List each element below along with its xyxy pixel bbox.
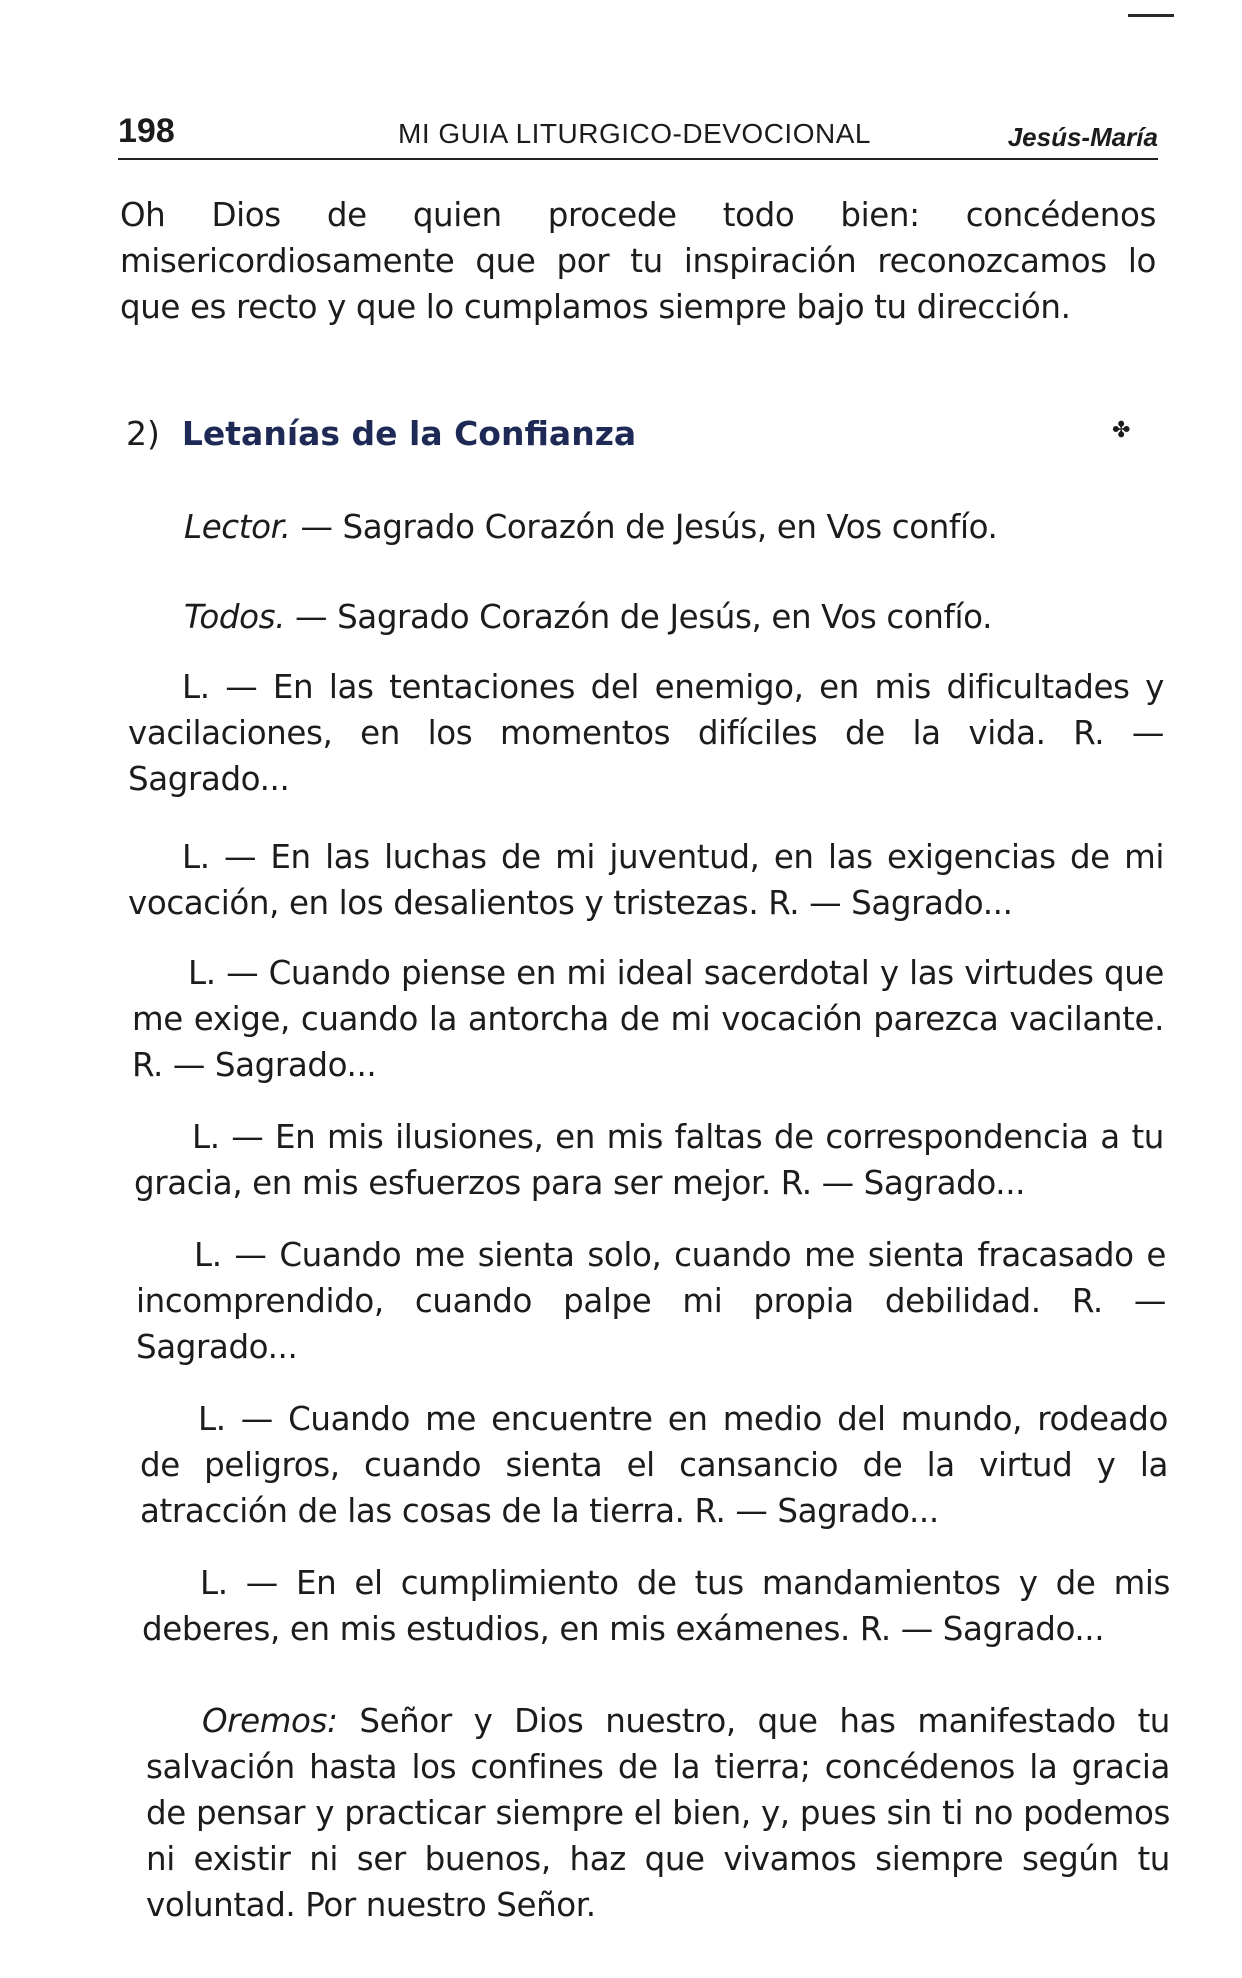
invocation: L. — Cuando piense en mi ideal sacerdotal y las virtudes que me exige, cuando la antorcha de mi vocación parezca vacilante. R. — Sagrado... (132, 954, 1164, 1084)
lector-line (184, 504, 1184, 550)
section-title: Letanías de la Confianza (181, 414, 637, 453)
invocation: L. — En las luchas de mi juventud, en las exigencias de mi vocación, en los desalientos y tristezas. R. — Sagrado... (128, 838, 1164, 922)
invocation: L. — Cuando me sienta solo, cuando me sienta fracasado e incomprendido, cuando palpe mi propia debilidad. R. — Sagrado... (136, 1236, 1166, 1366)
todos-text: — Sagrado Corazón de Jesús, en Vos confío. (295, 598, 993, 636)
invocation: L. — Cuando me encuentre en medio del mundo, rodeado de peligros, cuando sienta el cansancio de la virtud y la atracción de las cosas de la tierra. R. — Sagrado... (140, 1400, 1168, 1530)
intro-prayer: Oh Dios de quien procede todo bien: concédenos misericordiosamente que por tu inspiración reconozcamos lo que es recto y que lo cumplamos siempre bajo tu dirección. (120, 196, 1156, 326)
page-number: 198 (118, 112, 175, 150)
invocation: L. — En el cumplimiento de tus mandamientos y de mis deberes, en mis estudios, en mis exámenes. R. — Sagrado... (142, 1564, 1170, 1648)
running-title: MI GUIA LITURGICO-DEVOCIONAL (398, 118, 871, 149)
invocation: L. — En mis ilusiones, en mis faltas de correspondencia a tu gracia, en mis esfuerzos para ser mejor. R. — Sagrado... (134, 1118, 1164, 1202)
stray-print-mark: ✤ (1112, 418, 1131, 443)
oremos-text: Señor y Dios nuestro, que has manifestado tu salvación hasta los confines de la tierra; concédenos la gracia de pensar y practicar siempre el bien, y, pues sin ti no podemos ni existir ni ser buenos, haz que vivamos siempre según tu voluntad. Por nuestro Señor. (146, 1702, 1170, 1924)
todos-line (184, 594, 1184, 640)
invocation: L. — En las tentaciones del enemigo, en mis dificultades y vacilaciones, en los momentos difíciles de la vida. R. — Sagrado... (128, 668, 1164, 798)
section-heading (126, 414, 636, 453)
lector-label: Lector. (184, 508, 291, 546)
oremos-label: Oremos: (202, 1702, 338, 1740)
corner-mark (1128, 14, 1174, 17)
todos-label: Todos. (184, 598, 286, 636)
section-number: 2) (126, 414, 160, 453)
lector-text: — Sagrado Corazón de Jesús, en Vos confío. (300, 508, 998, 546)
closing-prayer (146, 1698, 1170, 1928)
page-header (118, 112, 1158, 160)
running-author: Jesús-María (1007, 122, 1158, 152)
